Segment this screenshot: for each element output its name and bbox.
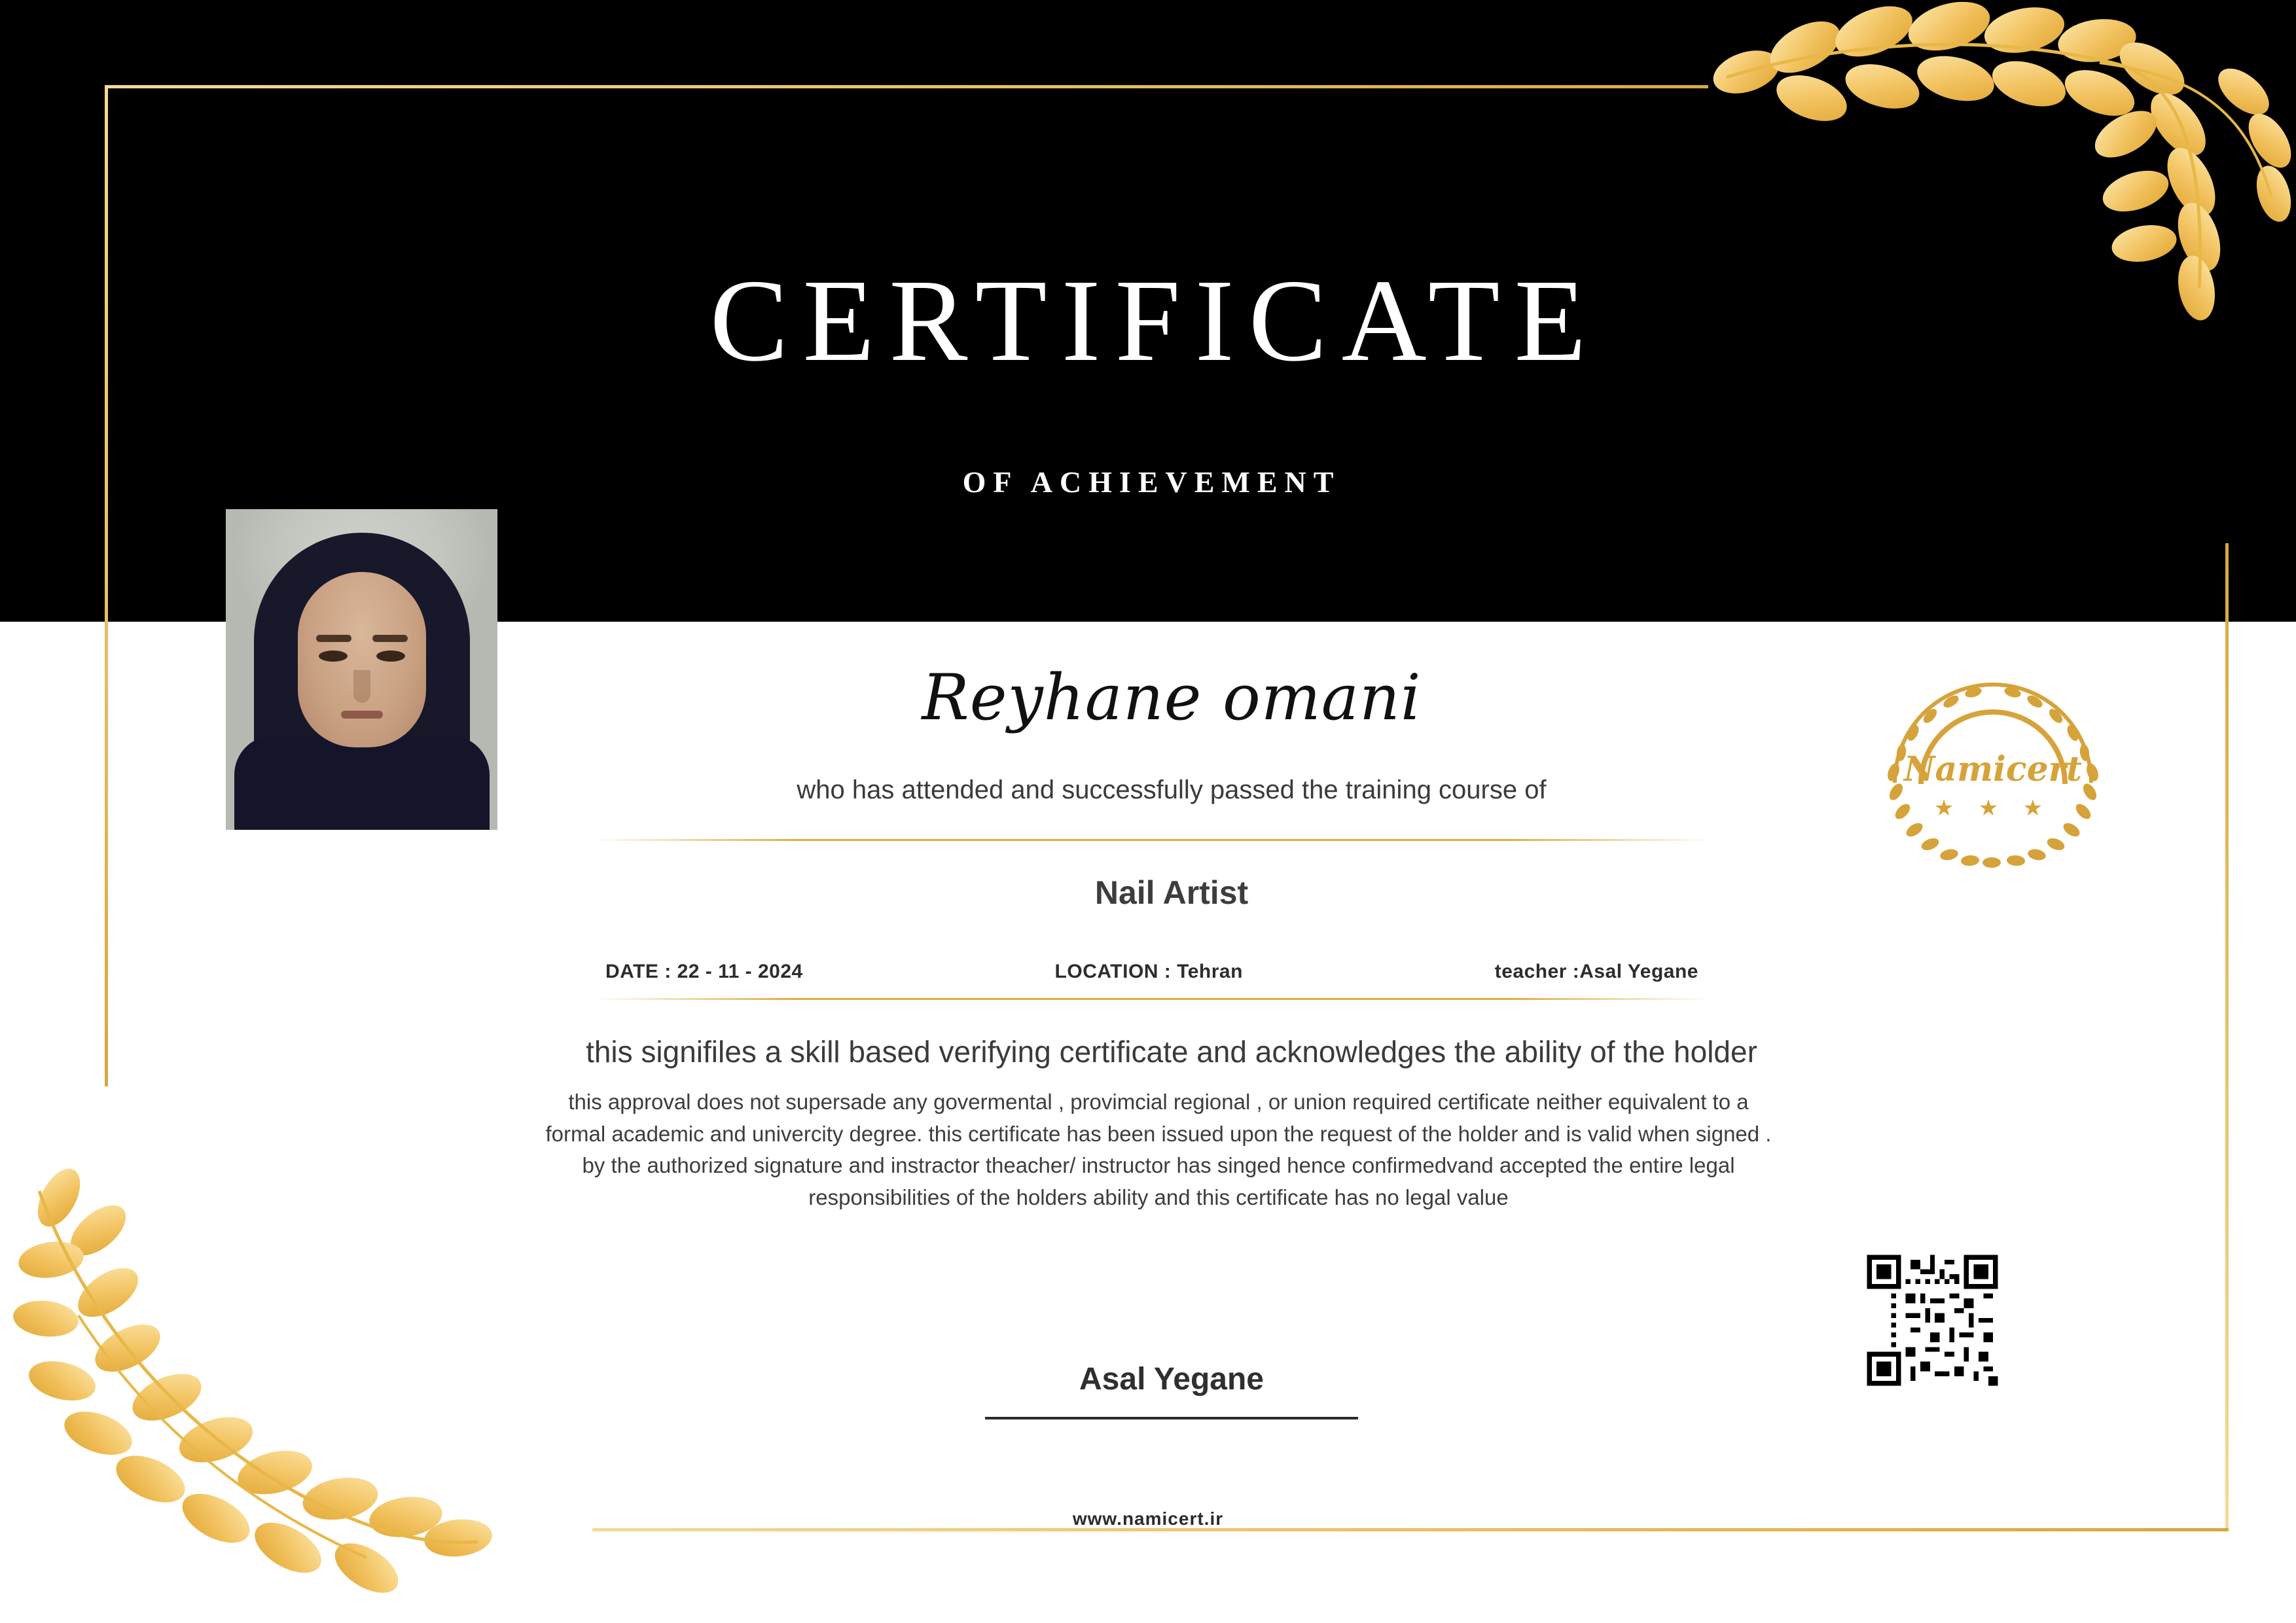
signifies-line: this signifiles a skill based verifying certificate and acknowledges the ability of the holder [586, 1035, 1757, 1069]
portrait-eyebrow-left [316, 635, 351, 642]
recipient-name: Reyhane omani [922, 661, 1422, 734]
page-subtitle: OF ACHIEVEMENT [962, 465, 1341, 499]
frame-line-top [105, 85, 1708, 88]
divider-top [592, 839, 1712, 841]
meta-location: LOCATION : Tehran [1054, 961, 1243, 982]
laurel-seal-icon [1862, 661, 2124, 877]
portrait-photo [226, 509, 497, 830]
signature-name: Asal Yegane [1079, 1362, 1264, 1397]
frame-line-left [105, 85, 108, 1086]
portrait-eye-right [376, 651, 405, 662]
seal-stars: ★ ★ ★ [1933, 796, 2053, 821]
meta-teacher: teacher :Asal Yegane [1494, 961, 1698, 982]
meta-date: DATE : 22 - 11 - 2024 [605, 961, 803, 982]
portrait-eye-left [319, 651, 348, 662]
leaf-branch-icon [0, 1152, 622, 1623]
portrait-eyebrow-right [372, 635, 408, 642]
website-url: www.namicert.ir [1072, 1508, 1224, 1529]
portrait-nose [353, 670, 370, 703]
portrait-mouth [341, 711, 383, 719]
frame-line-right [2225, 543, 2229, 1531]
seal-brand: Namicert [1903, 749, 2083, 789]
signature-line [985, 1417, 1358, 1419]
course-name: Nail Artist [1094, 874, 1249, 911]
disclaimer-text: this approval does not supersade any govermental , provimcial regional , or union required certificate neither equivalent to a formal academic and univercity degree. this certificate has been issued upon the request of the holder and is valid when signed . by the authorized signature and instractor theacher/ instructor has singed hence confirmedvand accepted the entire legal responsibilities of the holders ability and this certificate has no legal value [545, 1090, 1772, 1209]
attended-line: who has attended and successfully passed the training course of [797, 776, 1547, 804]
portrait-face [298, 572, 426, 747]
qr-code-icon [1862, 1250, 2003, 1391]
divider-bottom [592, 998, 1712, 1000]
certificate-meta-row [592, 961, 1712, 983]
page-title: CERTIFICATE [709, 255, 1601, 385]
